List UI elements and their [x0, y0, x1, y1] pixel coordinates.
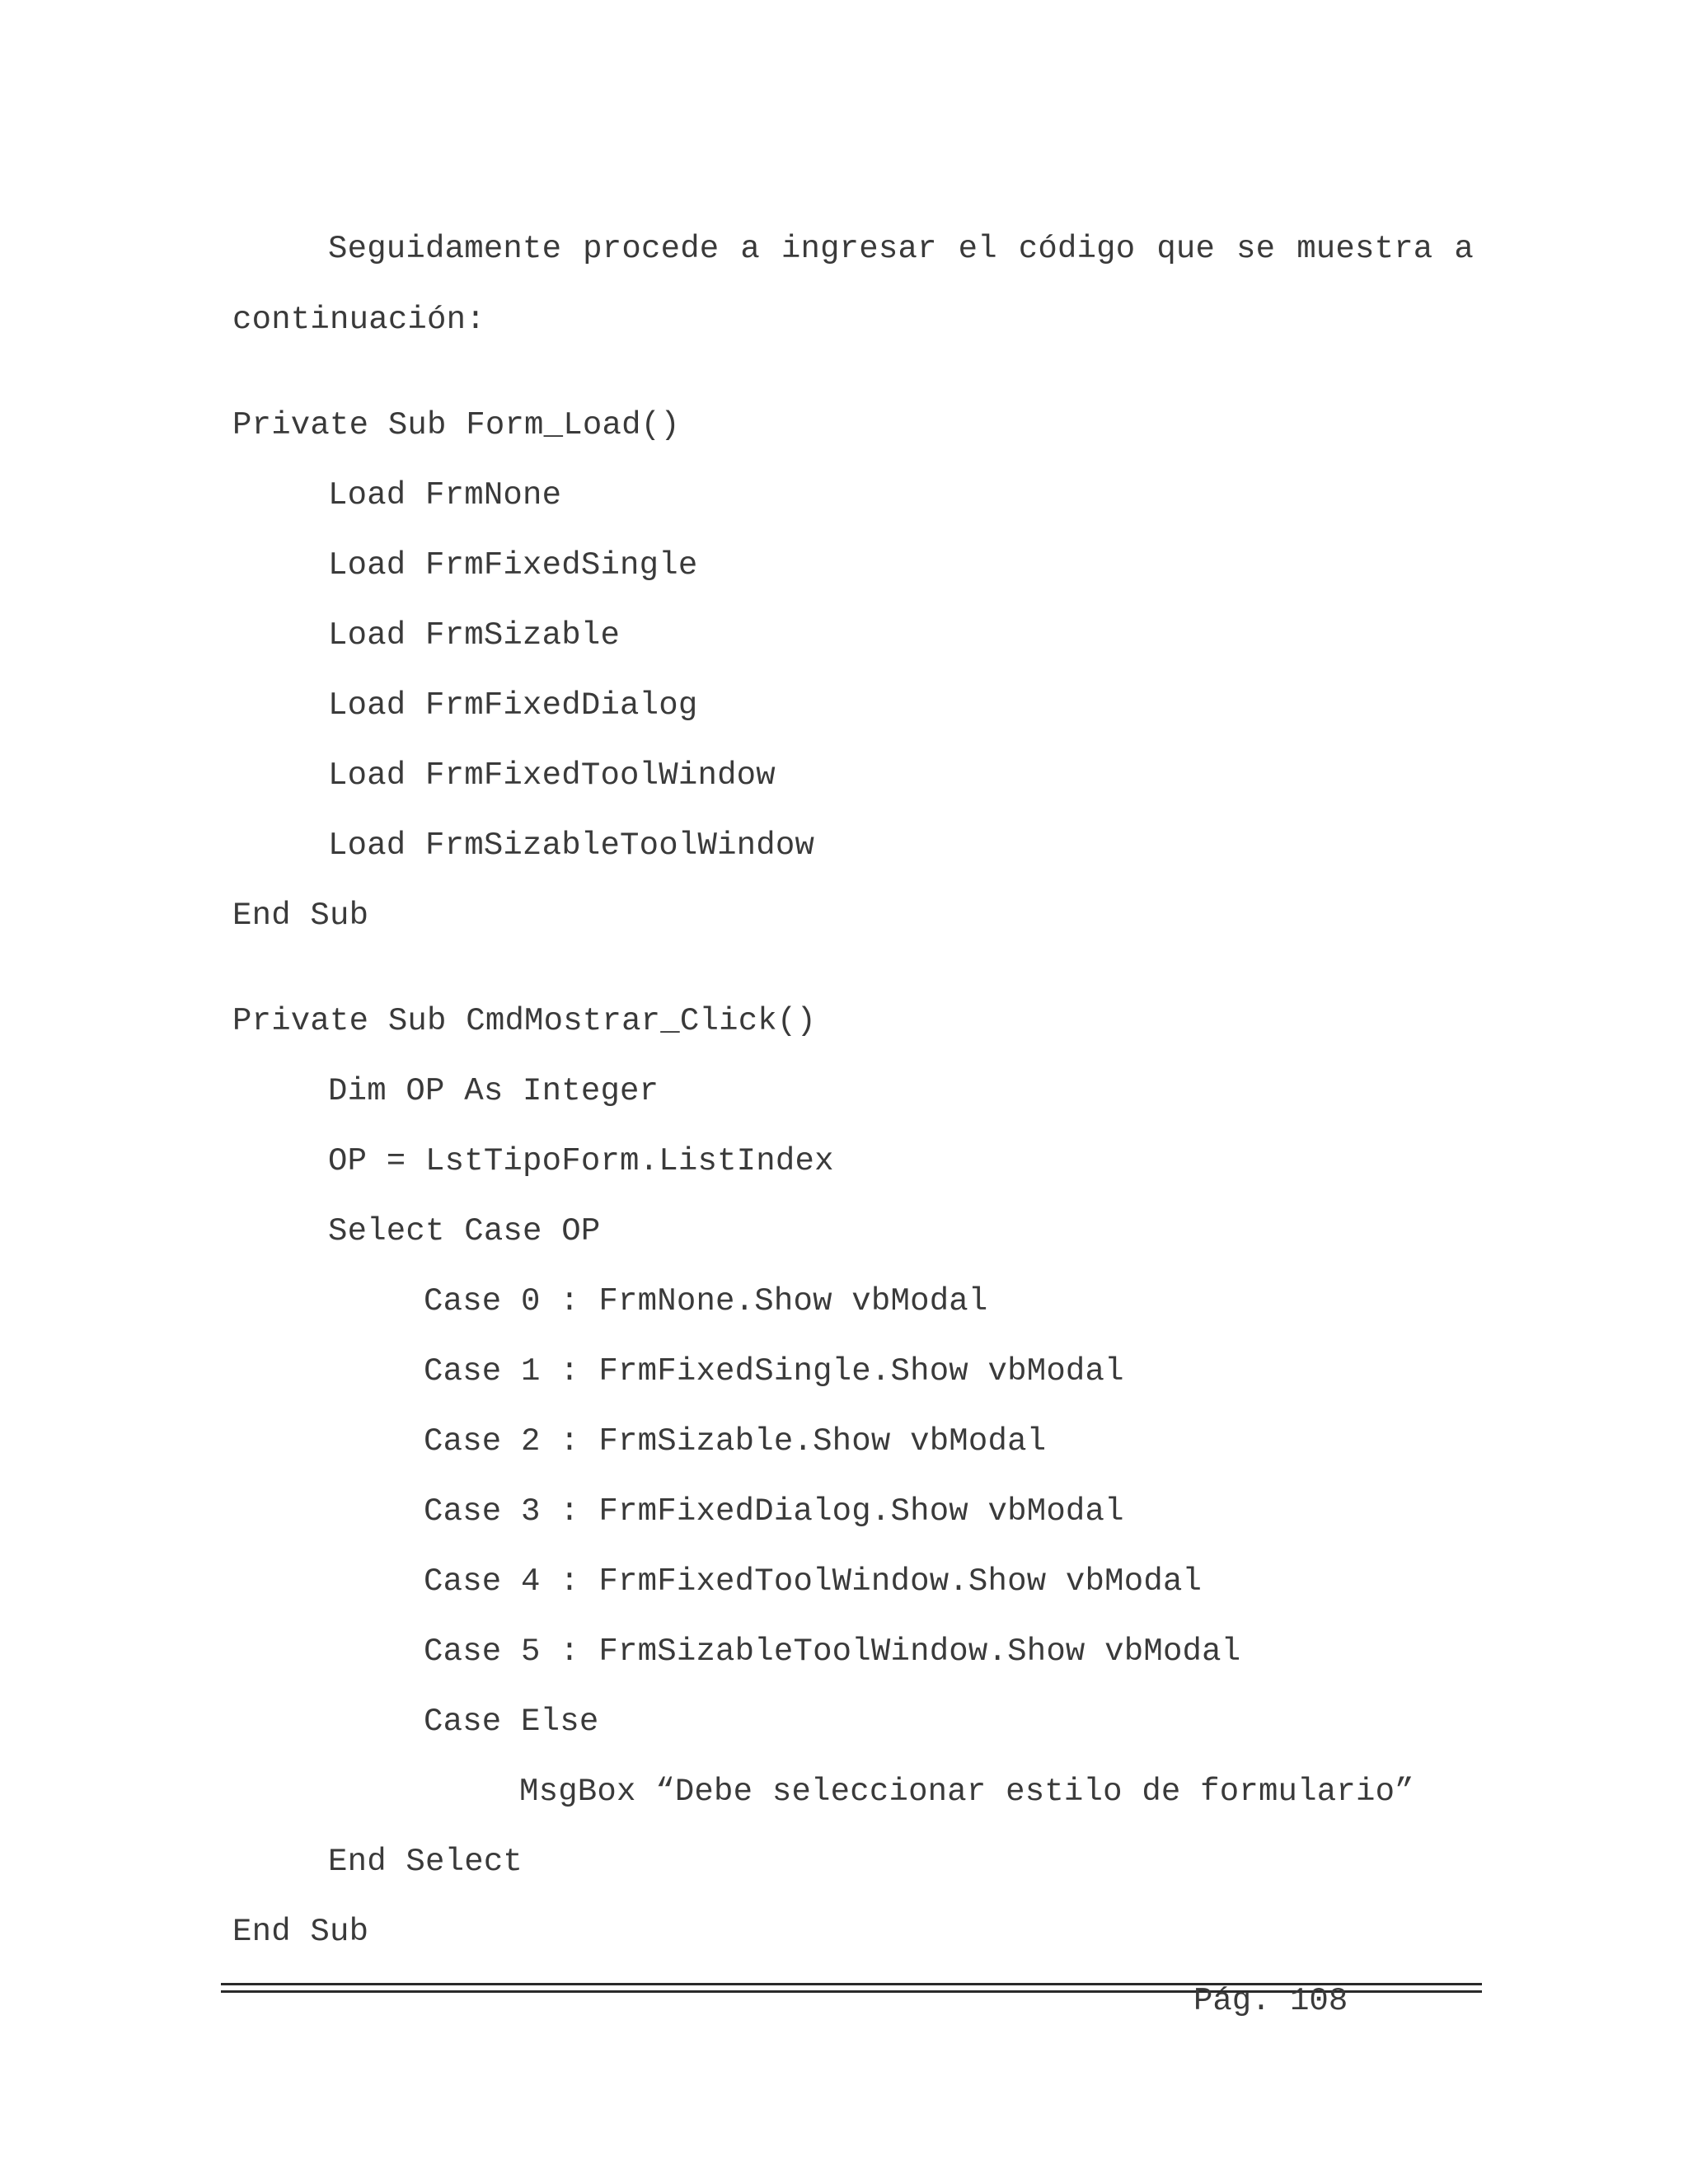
- intro-word: procede: [583, 231, 720, 267]
- code-line: Case 3 : FrmFixedDialog.Show vbModal: [424, 1493, 1124, 1530]
- code-line: Dim OP As Integer: [328, 1073, 659, 1109]
- intro-word: muestra: [1296, 231, 1433, 267]
- code-line: Load FrmNone: [328, 477, 562, 513]
- code-line: End Select: [328, 1844, 523, 1880]
- code-sub-footer: End Sub: [232, 1914, 369, 1950]
- intro-word: a: [1454, 231, 1474, 267]
- intro-word: se: [1236, 231, 1276, 267]
- intro-word: Seguidamente: [328, 231, 562, 267]
- code-sub-footer: End Sub: [232, 898, 369, 934]
- code-line: Load FrmFixedDialog: [328, 687, 698, 724]
- code-line: Case 1 : FrmFixedSingle.Show vbModal: [424, 1353, 1124, 1390]
- code-line: Load FrmSizable: [328, 617, 621, 654]
- code-sub-header: Private Sub CmdMostrar_Click(): [232, 1003, 817, 1039]
- code-line: Load FrmFixedSingle: [328, 547, 698, 583]
- intro-word: el: [958, 231, 997, 267]
- code-line: Load FrmFixedToolWindow: [328, 757, 776, 794]
- code-sub-header: Private Sub Form_Load(): [232, 407, 680, 443]
- intro-word: ingresar: [781, 231, 937, 267]
- code-line: Case 4 : FrmFixedToolWindow.Show vbModal: [424, 1563, 1203, 1600]
- intro-word: que: [1156, 231, 1216, 267]
- code-line: Case 5 : FrmSizableToolWindow.Show vbModal: [424, 1633, 1241, 1670]
- page-number: Pág. 108: [1193, 1983, 1348, 2019]
- code-line: Case 0 : FrmNone.Show vbModal: [424, 1283, 988, 1319]
- intro-line-1: [328, 229, 1474, 269]
- intro-word: código: [1018, 231, 1136, 267]
- code-line: Case Else: [424, 1704, 599, 1740]
- intro-word: a: [740, 231, 760, 267]
- code-line: Load FrmSizableToolWindow: [328, 827, 815, 864]
- code-line: Select Case OP: [328, 1213, 601, 1249]
- intro-line-2: continuación:: [232, 302, 485, 338]
- code-line: OP = LstTipoForm.ListIndex: [328, 1143, 834, 1179]
- code-line: MsgBox “Debe seleccionar estilo de formulario”: [519, 1774, 1414, 1810]
- code-line: Case 2 : FrmSizable.Show vbModal: [424, 1423, 1047, 1460]
